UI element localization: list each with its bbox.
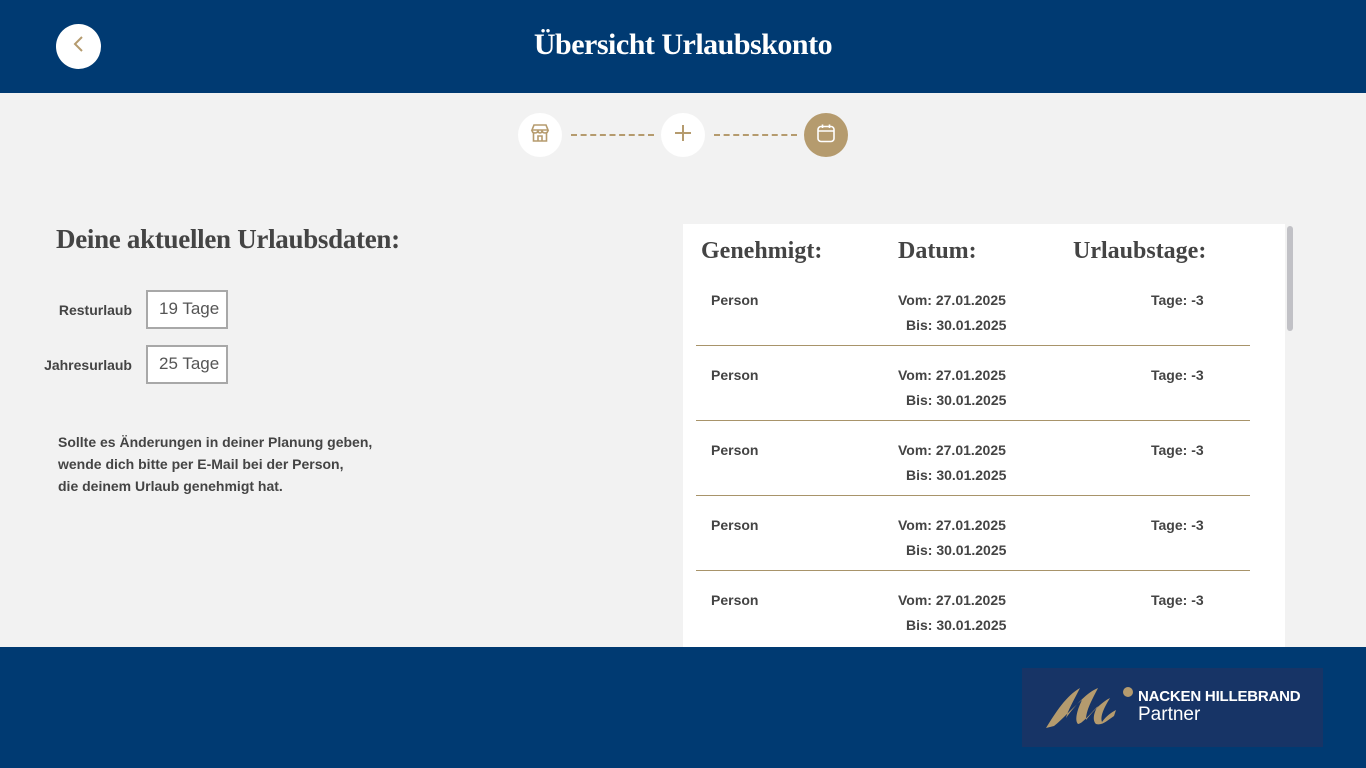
approver-cell: Person [711,517,759,533]
progress-stepper [518,113,848,157]
step-add[interactable] [661,113,705,157]
date-to-cell: Bis: 30.01.2025 [906,617,1007,633]
days-cell: Tage: -3 [1151,592,1204,608]
table-row [696,496,1250,571]
app-footer [0,647,1366,768]
annual-vacation-label: Jahresurlaub [44,356,132,373]
date-to-cell: Bis: 30.01.2025 [906,317,1007,333]
logo-subtitle: Partner [1138,704,1201,725]
remaining-vacation-value: 19 Tage [146,290,228,329]
annual-vacation-row [0,345,228,384]
step-store[interactable] [518,113,562,157]
info-line: wende dich bitte per E-Mail bei der Person, [58,456,344,472]
date-from-cell: Vom: 27.01.2025 [898,517,1006,533]
step-connector [571,134,654,136]
days-cell: Tage: -3 [1151,292,1204,308]
summary-title: Deine aktuellen Urlaubsdaten: [56,224,400,254]
calendar-icon [815,122,837,149]
plus-icon [674,124,692,147]
column-header-days: Urlaubstage: [1073,238,1207,264]
scrollbar-thumb[interactable] [1287,226,1293,331]
column-header-approved: Genehmigt: [701,238,823,264]
table-row [696,571,1250,646]
date-from-cell: Vom: 27.01.2025 [898,367,1006,383]
approver-cell: Person [711,367,759,383]
logo-mark-icon [1042,682,1134,737]
approver-cell: Person [711,442,759,458]
column-header-date: Datum: [898,238,977,264]
table-row [696,271,1250,346]
days-cell: Tage: -3 [1151,442,1204,458]
date-to-cell: Bis: 30.01.2025 [906,542,1007,558]
info-line: Sollte es Änderungen in deiner Planung geben, [58,434,373,450]
days-cell: Tage: -3 [1151,367,1204,383]
remaining-vacation-label: Resturlaub [58,301,132,318]
date-from-cell: Vom: 27.01.2025 [898,442,1006,458]
store-icon [529,122,551,149]
page-title: Übersicht Urlaubskonto [533,28,833,61]
date-to-cell: Bis: 30.01.2025 [906,467,1007,483]
approver-cell: Person [711,292,759,308]
table-row [696,346,1250,421]
step-calendar[interactable] [804,113,848,157]
scrollbar-track[interactable] [1285,224,1295,647]
table-row [696,421,1250,496]
approver-cell: Person [711,592,759,608]
date-from-cell: Vom: 27.01.2025 [898,592,1006,608]
date-from-cell: Vom: 27.01.2025 [898,292,1006,308]
info-text [58,431,372,497]
info-line: die deinem Urlaub genehmigt hat. [58,478,283,494]
app-header [0,0,1366,93]
remaining-vacation-row [0,290,228,329]
company-logo [1022,668,1323,747]
vacation-table[interactable] [683,224,1295,647]
logo-name: NACKEN HILLEBRAND [1138,688,1301,705]
days-cell: Tage: -3 [1151,517,1204,533]
annual-vacation-value: 25 Tage [146,345,228,384]
step-connector [714,134,797,136]
date-to-cell: Bis: 30.01.2025 [906,392,1007,408]
